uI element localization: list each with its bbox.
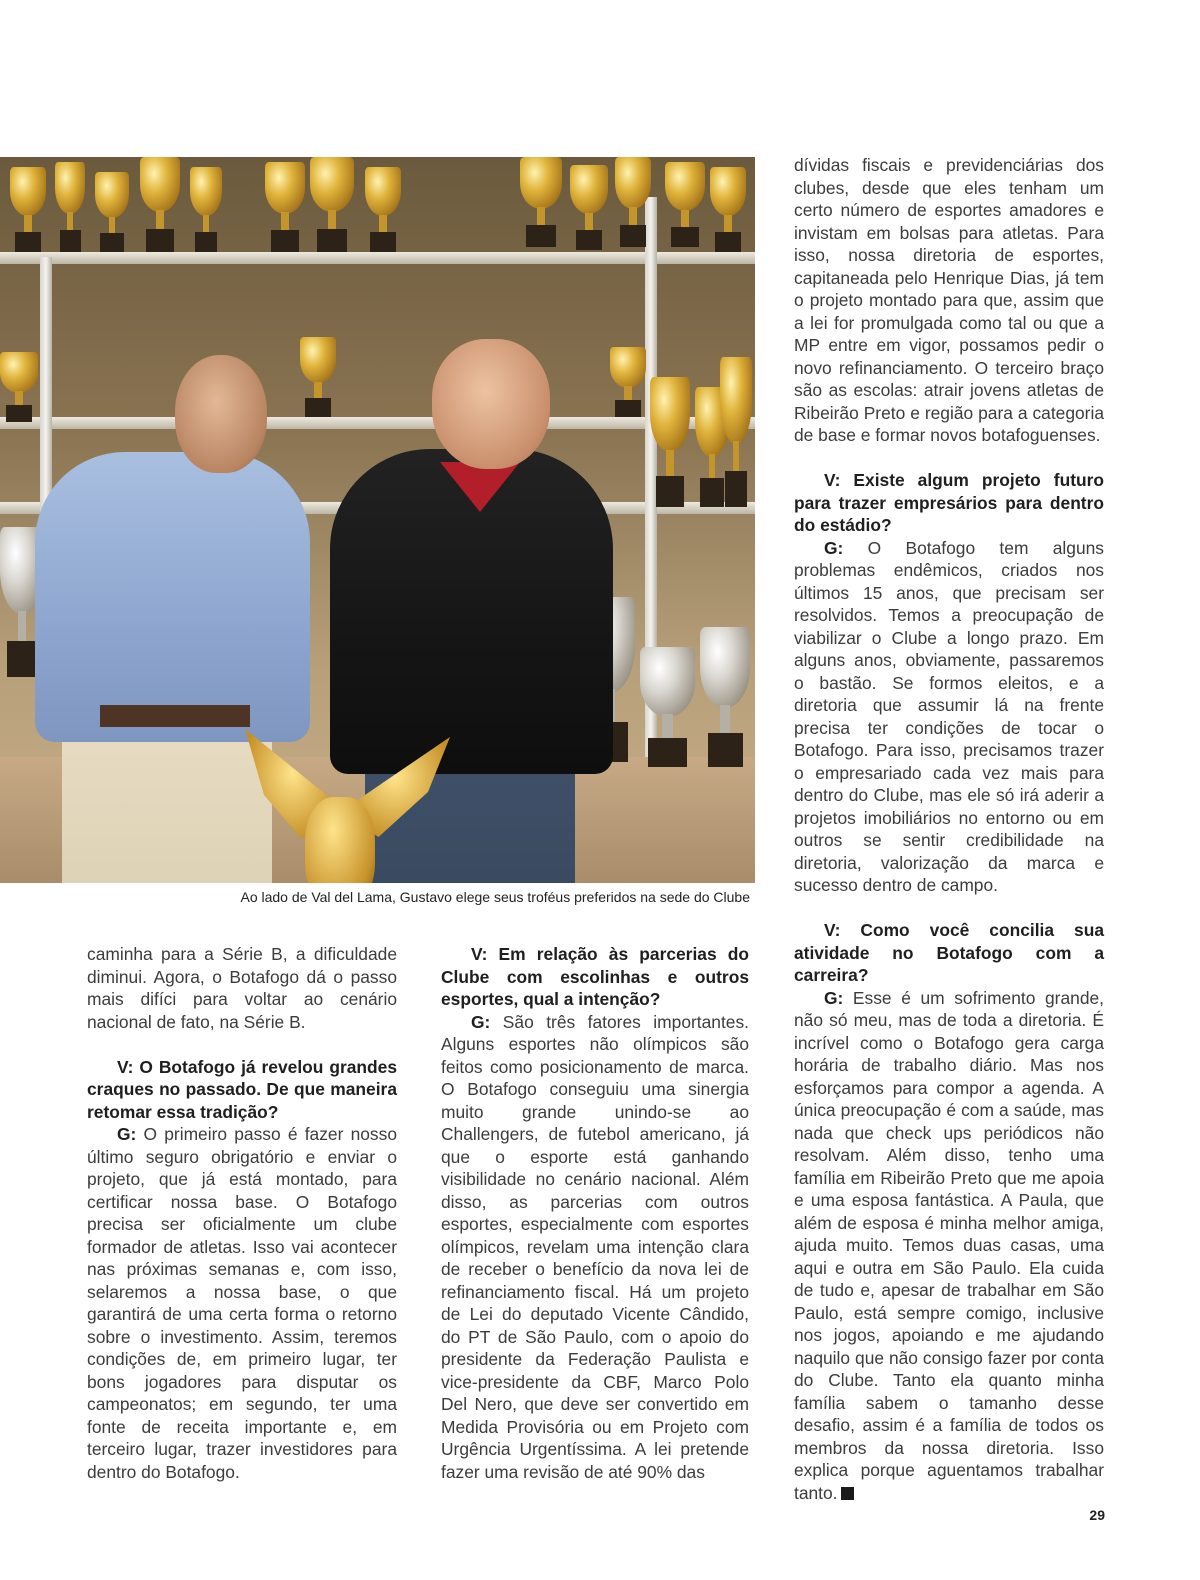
paragraph: dívidas fiscais e previdenciárias dos clubes, desde que eles tenham um certo número de esportes amadores e invistam em bolsas para atletas. Para isso, nossa diretoria de esportes, capitaneada pelo Henrique Dias, já tem o projeto montado para que, assim que a lei for promulgada como tal ou que a MP entre em vigor, possamos pedir o novo refinanciamento. O terceiro braço são as escolas: atrair jovens atletas de Ribeirão Preto e região para a categoria de base e formar novos botafoguenses.	[794, 155, 1104, 445]
column-3-top	[794, 154, 1104, 897]
article-photo	[0, 157, 755, 883]
answer-4: G: Esse é um sofrimento grande, não só meu, mas de toda a diretoria. É incrível como o Botafogo gera carga horária de trabalho diário. Mas nos esforçamos para compor a agenda. A única preocupação é com a saúde, mas nada que check ups periódicos não resolvam. Além disso, tenho uma família em Ribeirão Preto que me apoia e uma esposa fantástica. A Paula, que além de esposa é minha melhor amiga, ajuda muito. Temos duas casas, uma aqui e outra em São Paulo. Ela cuida de tudo e, apesar de trabalhar em São Paulo, está sempre comigo, inclusive nos jogos, apoiando e me ajudando naquilo que não consigo fazer por conta do Clube. Tanto ela quanto minha família sabem o tamanho desse desafio, assim é a família de todos os membros da nossa diretoria. Isso explica porque aguentamos trabalhar tanto.	[794, 987, 1104, 1503]
question-3: V: Existe algum projeto futuro para trazer empresários para dentro do estádio?	[794, 470, 1104, 535]
answer-2: G: São três fatores importantes. Alguns esportes não olímpicos são feitos como posicionamento de marca. O Botafogo conseguiu uma sinergia muito grande unindo-se ao Challengers, de futebol americano, já que o esporte está ganhando visibilidade no cenário nacional. Além disso, as parcerias com outros esportes, especialmente com esportes olímpicos, revelam uma intenção clara de receber o benefício da nova lei de refinanciamento fiscal. Há um projeto de Lei do deputado Vicente Cândido, do PT de São Paulo, com o apoio do presidente da Federação Paulista e vice-presidente da CBF, Marco Polo Del Nero, que deve ser convertido em Medida Provisória ou em Projeto com Urgência Urgentíssima. A lei pretende fazer uma revisão de até 90% das	[441, 1011, 749, 1482]
answer-1: G: O primeiro passo é fazer nosso último seguro obrigatório e enviar o projeto, que já está montado, para certificar nossa base. O Botafogo precisa ser oficialmente um clube formador de atletas. Isso vai acontecer nas próximas semanas e, com isso, selaremos a nossa base, o que garantirá de uma certa forma o retorno sobre o investimento. Assim, teremos condições de, em primeiro lugar, ter bons jogadores para disputar os campeonatos; em segundo, ter uma fonte de receita importante e, em terceiro lugar, trazer investidores para dentro do Botafogo.	[87, 1124, 397, 1482]
man-left-head	[175, 355, 267, 473]
man-left-pants	[62, 725, 272, 883]
page-number: 29	[1089, 1507, 1105, 1523]
question-4: V: Como você concilia sua atividade no Botafogo com a carreira?	[794, 920, 1104, 985]
man-right-head	[432, 339, 550, 469]
column-3-bottom	[794, 919, 1104, 1504]
question-1: V: O Botafogo já revelou grandes craques no passado. De que maneira retomar essa tradição?	[87, 1056, 397, 1122]
man-left-shirt	[35, 452, 310, 742]
photo-caption: Ao lado de Val del Lama, Gustavo elege seus troféus preferidos na sede do Clube	[240, 889, 750, 905]
paragraph: caminha para a Série B, a dificuldade diminui. Agora, o Botafogo dá o passo mais difíci para voltar ao cenário nacional de fato, na Série B.	[87, 944, 397, 1032]
answer-3: G: O Botafogo tem alguns problemas endêmicos, criados nos últimos 15 anos, que precisam ser resolvidos. Temos a preocupação de viabilizar o Clube a longo prazo. Em alguns anos, obviamente, passaremos o bastão. Se formos eleitos, e a diretoria que assumir lá na frente precisa ter condições de tocar o Botafogo. Para isso, precisamos trazer o empresariado cada vez mais para dentro do Clube, mas ele só irá aderir a projetos imobiliários no entorno ou em outros se sentir credibilidade na diretoria, valorização da marca e sucesso dentro de campo.	[794, 537, 1104, 895]
eagle-figure	[305, 797, 375, 883]
question-2: V: Em relação às parcerias do Clube com escolinhas e outros esportes, qual a intenção?	[441, 944, 749, 1009]
column-1	[87, 943, 397, 1483]
end-of-article-icon	[841, 1487, 854, 1500]
column-2	[441, 943, 749, 1483]
